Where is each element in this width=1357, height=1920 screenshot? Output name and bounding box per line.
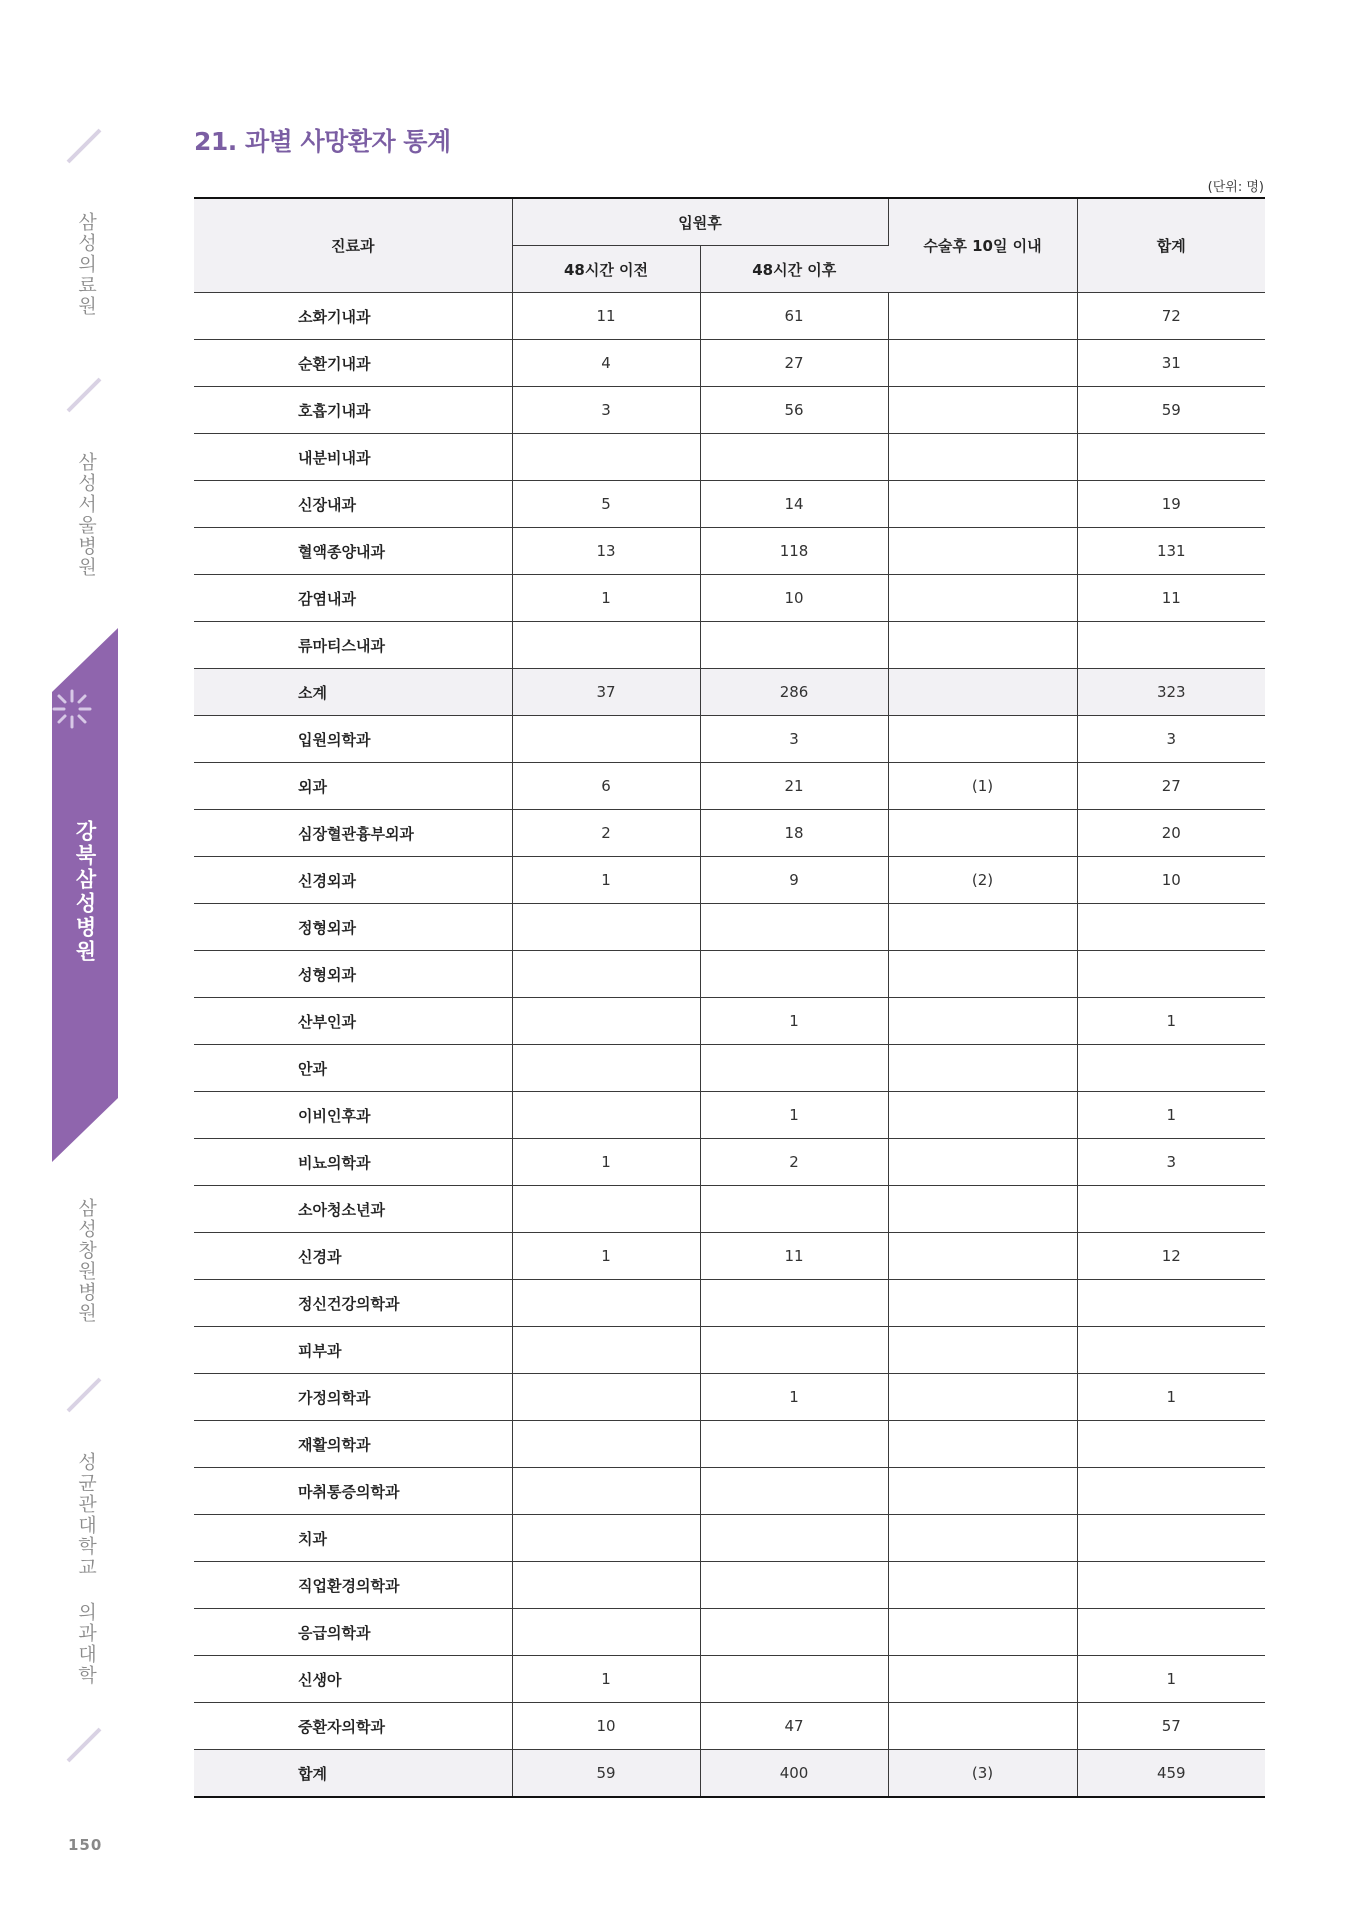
total-cell: 1 xyxy=(1077,998,1265,1045)
total-cell: 1 xyxy=(1077,1092,1265,1139)
post-surgery-cell xyxy=(888,669,1077,716)
post-surgery-cell xyxy=(888,716,1077,763)
table-row xyxy=(194,998,1265,1045)
after-48h-cell xyxy=(700,1045,888,1092)
department-cell: 감염내과 xyxy=(194,575,512,622)
total-cell xyxy=(1077,904,1265,951)
total-cell: 31 xyxy=(1077,340,1265,387)
total-cell: 1 xyxy=(1077,1374,1265,1421)
post-surgery-cell xyxy=(888,1515,1077,1562)
before-48h-cell xyxy=(512,1562,700,1609)
after-48h-cell: 118 xyxy=(700,528,888,575)
total-cell: 57 xyxy=(1077,1703,1265,1750)
after-48h-cell xyxy=(700,622,888,669)
header-after-admission: 입원후 xyxy=(512,198,888,246)
unit-label: (단위: 명) xyxy=(1207,180,1264,195)
side-index-item-skku-medical-school[interactable]: 성균관대학교 의과대학 xyxy=(75,1452,97,1686)
department-cell: 신경과 xyxy=(194,1233,512,1280)
before-48h-cell xyxy=(512,1045,700,1092)
table-row xyxy=(194,1092,1265,1139)
header-before-48-hours: 48시간 이전 xyxy=(512,246,700,293)
post-surgery-cell: (3) xyxy=(888,1750,1077,1798)
before-48h-cell xyxy=(512,434,700,481)
total-cell xyxy=(1077,434,1265,481)
post-surgery-cell xyxy=(888,1092,1077,1139)
table-row xyxy=(194,1186,1265,1233)
after-48h-cell: 10 xyxy=(700,575,888,622)
before-48h-cell: 10 xyxy=(512,1703,700,1750)
total-cell: 19 xyxy=(1077,481,1265,528)
post-surgery-cell: (2) xyxy=(888,857,1077,904)
after-48h-cell xyxy=(700,1562,888,1609)
table-row xyxy=(194,575,1265,622)
post-surgery-cell xyxy=(888,951,1077,998)
total-cell xyxy=(1077,1468,1265,1515)
total-cell xyxy=(1077,1280,1265,1327)
department-cell: 호흡기내과 xyxy=(194,387,512,434)
side-index-item-samsung-medical-center[interactable]: 삼성의료원 xyxy=(75,212,97,317)
department-cell: 정신건강의학과 xyxy=(194,1280,512,1327)
table-row xyxy=(194,1515,1265,1562)
department-cell: 신생아 xyxy=(194,1656,512,1703)
department-cell: 소화기내과 xyxy=(194,293,512,340)
department-cell: 소아청소년과 xyxy=(194,1186,512,1233)
post-surgery-cell xyxy=(888,528,1077,575)
post-surgery-cell xyxy=(888,340,1077,387)
table-row xyxy=(194,1562,1265,1609)
side-index-item-samsung-changwon-hospital[interactable]: 삼성창원병원 xyxy=(75,1198,97,1324)
before-48h-cell xyxy=(512,1609,700,1656)
table-row xyxy=(194,1233,1265,1280)
before-48h-cell xyxy=(512,622,700,669)
table-row xyxy=(194,1327,1265,1374)
post-surgery-cell xyxy=(888,575,1077,622)
after-48h-cell: 286 xyxy=(700,669,888,716)
after-48h-cell: 14 xyxy=(700,481,888,528)
department-cell: 류마티스내과 xyxy=(194,622,512,669)
before-48h-cell: 1 xyxy=(512,575,700,622)
after-48h-cell xyxy=(700,434,888,481)
department-cell: 산부인과 xyxy=(194,998,512,1045)
total-cell xyxy=(1077,1186,1265,1233)
after-48h-cell xyxy=(700,1280,888,1327)
after-48h-cell: 3 xyxy=(700,716,888,763)
before-48h-cell xyxy=(512,716,700,763)
table-row xyxy=(194,528,1265,575)
total-cell xyxy=(1077,1562,1265,1609)
total-cell xyxy=(1077,1421,1265,1468)
before-48h-cell xyxy=(512,1280,700,1327)
after-48h-cell: 18 xyxy=(700,810,888,857)
department-cell: 마취통증의학과 xyxy=(194,1468,512,1515)
before-48h-cell xyxy=(512,1374,700,1421)
total-cell xyxy=(1077,1327,1265,1374)
after-48h-cell: 1 xyxy=(700,1092,888,1139)
header-total: 합계 xyxy=(1077,198,1265,293)
before-48h-cell xyxy=(512,951,700,998)
total-cell: 459 xyxy=(1077,1750,1265,1798)
after-48h-cell xyxy=(700,1609,888,1656)
grand-total-row xyxy=(194,1750,1265,1798)
department-cell: 정형외과 xyxy=(194,904,512,951)
table-body xyxy=(194,293,1265,1798)
before-48h-cell: 1 xyxy=(512,1233,700,1280)
table-row xyxy=(194,1703,1265,1750)
post-surgery-cell: (1) xyxy=(888,763,1077,810)
post-surgery-cell xyxy=(888,1139,1077,1186)
total-cell: 131 xyxy=(1077,528,1265,575)
after-48h-cell xyxy=(700,1656,888,1703)
after-48h-cell xyxy=(700,1468,888,1515)
table-row xyxy=(194,951,1265,998)
table-row xyxy=(194,1139,1265,1186)
mortality-by-department-table xyxy=(194,197,1265,1798)
after-48h-cell: 1 xyxy=(700,998,888,1045)
before-48h-cell: 3 xyxy=(512,387,700,434)
post-surgery-cell xyxy=(888,1045,1077,1092)
total-cell xyxy=(1077,622,1265,669)
header-department: 진료과 xyxy=(194,198,512,293)
subtotal-row xyxy=(194,669,1265,716)
before-48h-cell xyxy=(512,1092,700,1139)
table-row xyxy=(194,481,1265,528)
before-48h-cell: 1 xyxy=(512,1656,700,1703)
divider-slash-icon xyxy=(66,1727,102,1763)
after-48h-cell: 9 xyxy=(700,857,888,904)
table-row xyxy=(194,1609,1265,1656)
divider-slash-icon xyxy=(66,1377,102,1413)
department-cell: 가정의학과 xyxy=(194,1374,512,1421)
header-after-48-hours: 48시간 이후 xyxy=(700,246,888,293)
table-row xyxy=(194,1468,1265,1515)
table-row xyxy=(194,810,1265,857)
post-surgery-cell xyxy=(888,810,1077,857)
total-cell: 12 xyxy=(1077,1233,1265,1280)
side-index-item-kangbuk-samsung-hospital[interactable]: 강북삼성병원 xyxy=(73,820,97,964)
page-number: 150 xyxy=(68,1836,103,1854)
department-cell: 신경외과 xyxy=(194,857,512,904)
department-cell: 합계 xyxy=(194,1750,512,1798)
table-row xyxy=(194,1280,1265,1327)
table-row xyxy=(194,340,1265,387)
after-48h-cell xyxy=(700,1421,888,1468)
after-48h-cell xyxy=(700,904,888,951)
table-row xyxy=(194,387,1265,434)
department-cell: 직업환경의학과 xyxy=(194,1562,512,1609)
department-cell: 외과 xyxy=(194,763,512,810)
department-cell: 성형외과 xyxy=(194,951,512,998)
total-cell: 27 xyxy=(1077,763,1265,810)
sparkle-icon xyxy=(50,687,94,731)
table-row xyxy=(194,904,1265,951)
department-cell: 비뇨의학과 xyxy=(194,1139,512,1186)
total-cell: 3 xyxy=(1077,716,1265,763)
total-cell: 1 xyxy=(1077,1656,1265,1703)
post-surgery-cell xyxy=(888,1468,1077,1515)
table-row xyxy=(194,857,1265,904)
department-cell: 혈액종양내과 xyxy=(194,528,512,575)
after-48h-cell xyxy=(700,951,888,998)
post-surgery-cell xyxy=(888,1609,1077,1656)
table-row xyxy=(194,1656,1265,1703)
before-48h-cell: 13 xyxy=(512,528,700,575)
department-cell: 입원의학과 xyxy=(194,716,512,763)
total-cell xyxy=(1077,1609,1265,1656)
after-48h-cell: 400 xyxy=(700,1750,888,1798)
total-cell: 323 xyxy=(1077,669,1265,716)
before-48h-cell: 5 xyxy=(512,481,700,528)
after-48h-cell: 47 xyxy=(700,1703,888,1750)
department-cell: 소계 xyxy=(194,669,512,716)
before-48h-cell: 1 xyxy=(512,857,700,904)
total-cell: 59 xyxy=(1077,387,1265,434)
department-cell: 심장혈관흉부외과 xyxy=(194,810,512,857)
total-cell: 20 xyxy=(1077,810,1265,857)
divider-slash-icon xyxy=(66,377,102,413)
before-48h-cell: 2 xyxy=(512,810,700,857)
department-cell: 치과 xyxy=(194,1515,512,1562)
before-48h-cell xyxy=(512,1327,700,1374)
post-surgery-cell xyxy=(888,998,1077,1045)
post-surgery-cell xyxy=(888,387,1077,434)
side-index-item-samsung-seoul-hospital[interactable]: 삼성서울병원 xyxy=(75,452,97,578)
after-48h-cell: 2 xyxy=(700,1139,888,1186)
before-48h-cell: 6 xyxy=(512,763,700,810)
divider-slash-icon xyxy=(66,128,102,164)
total-cell: 11 xyxy=(1077,575,1265,622)
before-48h-cell: 37 xyxy=(512,669,700,716)
post-surgery-cell xyxy=(888,904,1077,951)
department-cell: 순환기내과 xyxy=(194,340,512,387)
post-surgery-cell xyxy=(888,1562,1077,1609)
before-48h-cell xyxy=(512,1515,700,1562)
post-surgery-cell xyxy=(888,1656,1077,1703)
department-cell: 응급의학과 xyxy=(194,1609,512,1656)
total-cell xyxy=(1077,1515,1265,1562)
table-row xyxy=(194,293,1265,340)
after-48h-cell: 61 xyxy=(700,293,888,340)
before-48h-cell xyxy=(512,1468,700,1515)
before-48h-cell xyxy=(512,1186,700,1233)
after-48h-cell: 1 xyxy=(700,1374,888,1421)
table-row xyxy=(194,1374,1265,1421)
after-48h-cell: 56 xyxy=(700,387,888,434)
post-surgery-cell xyxy=(888,1421,1077,1468)
after-48h-cell: 27 xyxy=(700,340,888,387)
total-cell: 3 xyxy=(1077,1139,1265,1186)
table-row xyxy=(194,716,1265,763)
table-row xyxy=(194,763,1265,810)
before-48h-cell: 11 xyxy=(512,293,700,340)
total-cell xyxy=(1077,951,1265,998)
post-surgery-cell xyxy=(888,1327,1077,1374)
post-surgery-cell xyxy=(888,1374,1077,1421)
department-cell: 재활의학과 xyxy=(194,1421,512,1468)
post-surgery-cell xyxy=(888,1233,1077,1280)
post-surgery-cell xyxy=(888,1280,1077,1327)
after-48h-cell: 11 xyxy=(700,1233,888,1280)
table-row xyxy=(194,622,1265,669)
post-surgery-cell xyxy=(888,1186,1077,1233)
before-48h-cell xyxy=(512,998,700,1045)
before-48h-cell xyxy=(512,904,700,951)
department-cell: 내분비내과 xyxy=(194,434,512,481)
before-48h-cell xyxy=(512,1421,700,1468)
post-surgery-cell xyxy=(888,481,1077,528)
department-cell: 안과 xyxy=(194,1045,512,1092)
before-48h-cell: 1 xyxy=(512,1139,700,1186)
table-row xyxy=(194,1421,1265,1468)
post-surgery-cell xyxy=(888,622,1077,669)
department-cell: 중환자의학과 xyxy=(194,1703,512,1750)
post-surgery-cell xyxy=(888,293,1077,340)
after-48h-cell xyxy=(700,1327,888,1374)
department-cell: 신장내과 xyxy=(194,481,512,528)
after-48h-cell: 21 xyxy=(700,763,888,810)
before-48h-cell: 4 xyxy=(512,340,700,387)
department-cell: 피부과 xyxy=(194,1327,512,1374)
department-cell: 이비인후과 xyxy=(194,1092,512,1139)
header-within-10-days-post-surgery: 수술후 10일 이내 xyxy=(888,198,1077,293)
before-48h-cell: 59 xyxy=(512,1750,700,1798)
post-surgery-cell xyxy=(888,434,1077,481)
page-title: 21. 과별 사망환자 통계 xyxy=(194,127,451,156)
side-index xyxy=(0,0,130,1920)
total-cell: 72 xyxy=(1077,293,1265,340)
after-48h-cell xyxy=(700,1186,888,1233)
table-row xyxy=(194,1045,1265,1092)
after-48h-cell xyxy=(700,1515,888,1562)
table-row xyxy=(194,434,1265,481)
post-surgery-cell xyxy=(888,1703,1077,1750)
total-cell: 10 xyxy=(1077,857,1265,904)
total-cell xyxy=(1077,1045,1265,1092)
